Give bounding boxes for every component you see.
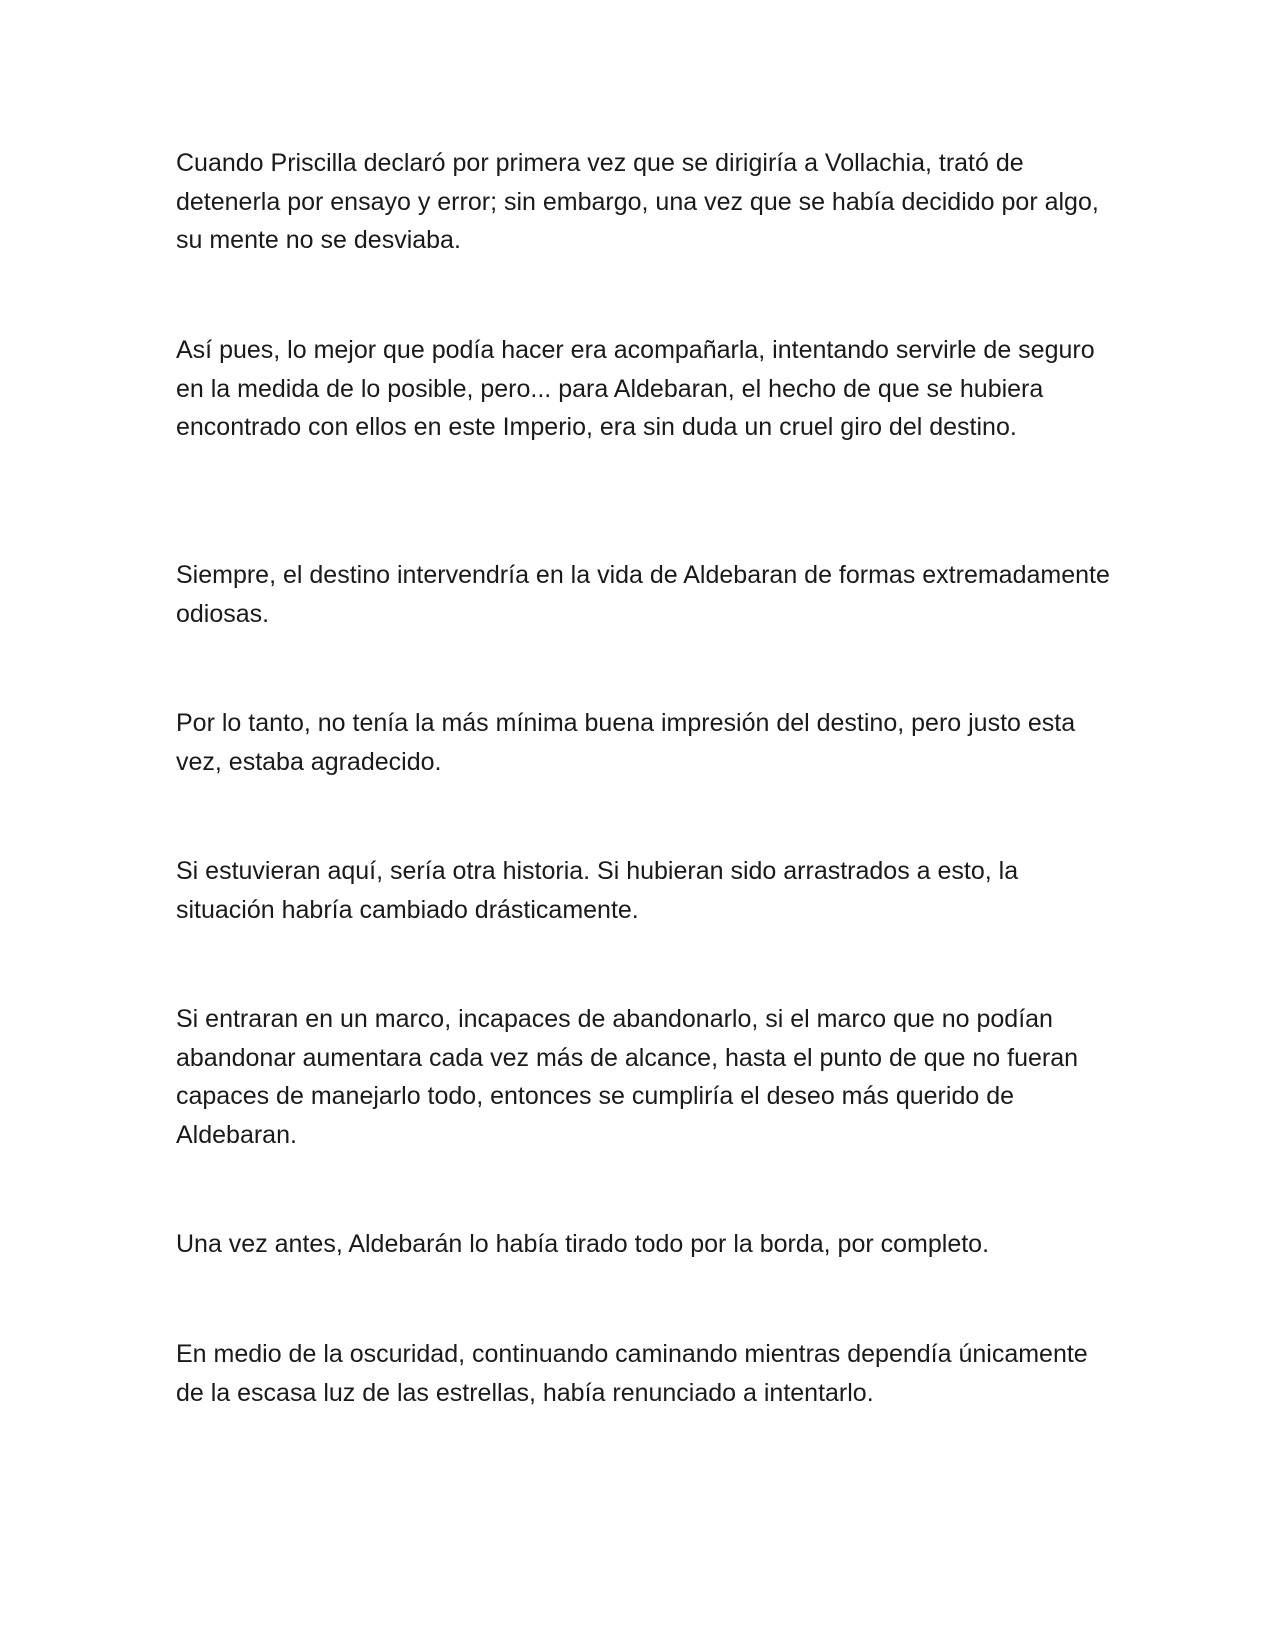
paragraph-5: Si estuvieran aquí, sería otra historia. Si hubieran sido arrastrados a esto, la situación habría cambiado drásticamente. — [176, 857, 1019, 924]
paragraph-1: Cuando Priscilla declaró por primera vez que se dirigiría a Vollachia, trató de detenerla por ensayo y error; sin embargo, una vez que se había decidido por algo, su mente no se desviaba. — [176, 149, 1099, 254]
paragraph-4: Por lo tanto, no tenía la más mínima buena impresión del destino, pero justo esta vez, estaba agradecido. — [176, 709, 1076, 776]
paragraph-6: Si entraran en un marco, incapaces de abandonarlo, si el marco que no podían abandonar aumentara cada vez más de alcance, hasta el punto de que no fueran capaces de manejarlo todo, entonces se cumpliría el deseo más querido de Aldebaran. — [176, 1005, 1079, 1149]
paragraph-8: En medio de la oscuridad, continuando caminando mientras dependía únicamente de la escasa luz de las estrellas, había renunciado a intentarlo. — [176, 1340, 1088, 1407]
paragraph-2: Así pues, lo mejor que podía hacer era acompañarla, intentando servirle de seguro en la medida de lo posible, pero... para Aldebaran, el hecho de que se hubiera encontrado con ellos en este Imperio, era sin duda un cruel giro del destino. — [176, 336, 1095, 441]
paragraph-3: Siempre, el destino intervendría en la vida de Aldebaran de formas extremadamente odiosas. — [176, 561, 1110, 628]
paragraph-7: Una vez antes, Aldebarán lo había tirado todo por la borda, por completo. — [176, 1230, 990, 1258]
